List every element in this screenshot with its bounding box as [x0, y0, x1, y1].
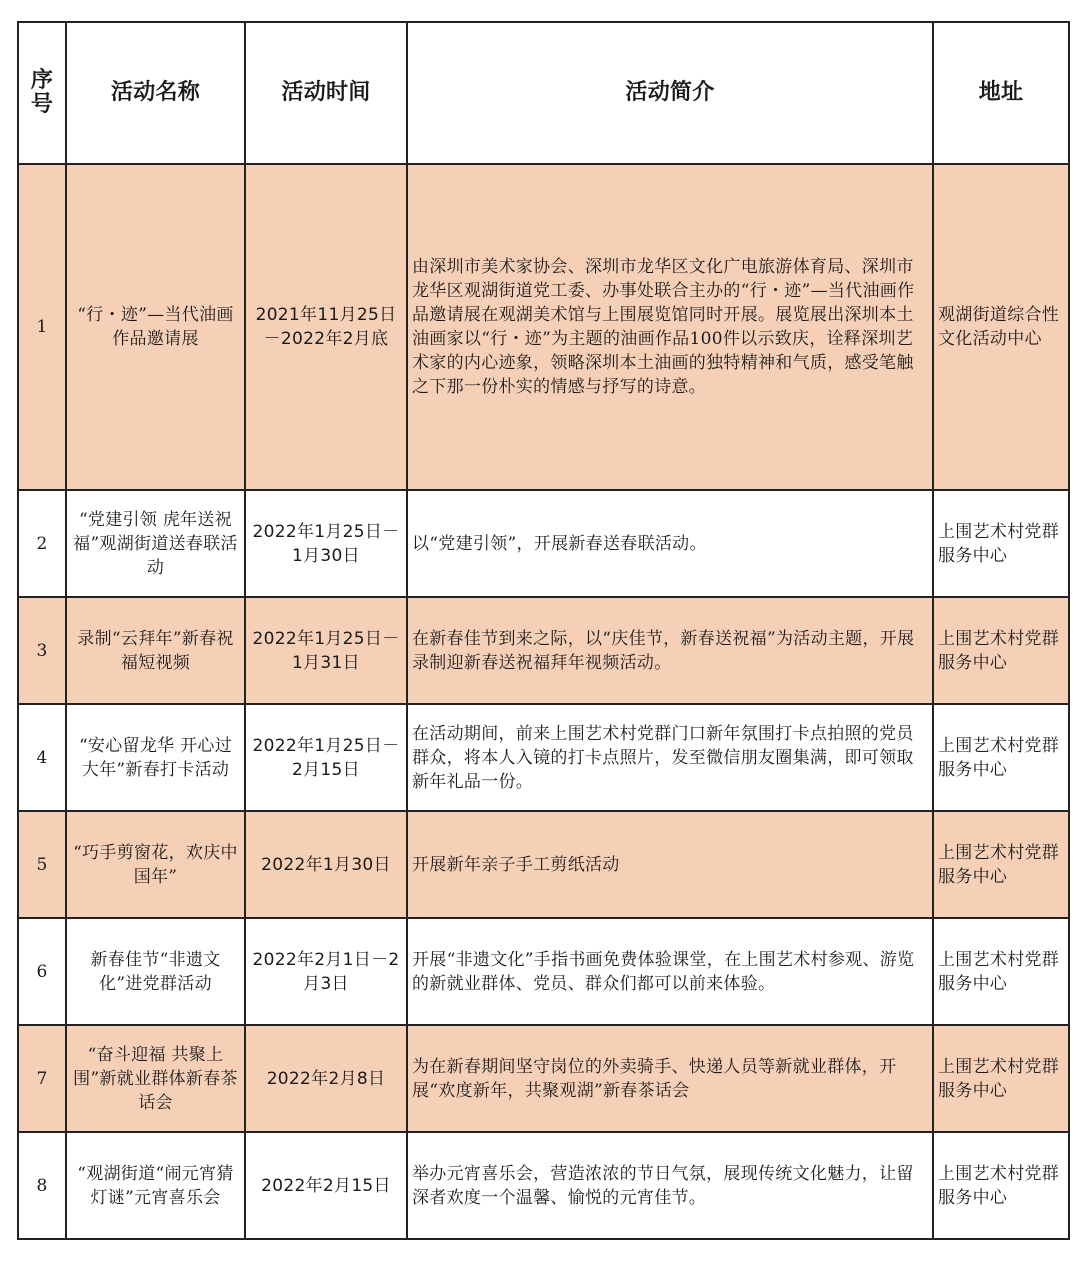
activity-description: 开展“非遗文化”手指书画免费体验课堂，在上围艺术村参观、游览的新就业群体、党员、群众们都可以前来体验。: [407, 918, 933, 1025]
activity-description: 以“党建引领”，开展新春送春联活动。: [407, 490, 933, 597]
row-number: 2: [18, 490, 66, 597]
header-no: 序号: [18, 22, 66, 164]
activity-description: 由深圳市美术家协会、深圳市龙华区文化广电旅游体育局、深圳市龙华区观湖街道党工委、办事处联合主办的“行・迹”—当代油画作品邀请展在观湖美术馆与上围展览馆同时开展。展览展出深圳本土油画家以“行・迹”为主题的油画作品100件以示致庆，诠释深圳艺术家的内心迹象，领略深圳本土油画的独特精神和气质，感受笔触之下那一份朴实的情感与抒写的诗意。: [407, 164, 933, 490]
activity-time: 2022年1月30日: [245, 811, 407, 918]
header-addr: 地址: [933, 22, 1069, 164]
activity-time: 2022年2月1日－2月3日: [245, 918, 407, 1025]
activity-description: 开展新年亲子手工剪纸活动: [407, 811, 933, 918]
row-number: 6: [18, 918, 66, 1025]
activity-time: 2022年1月25日－2月15日: [245, 704, 407, 811]
activity-name: “党建引领 虎年送祝福”观湖街道送春联活动: [66, 490, 245, 597]
activity-description: 在活动期间，前来上围艺术村党群门口新年氛围打卡点拍照的党员群众，将本人入镜的打卡点照片，发至微信朋友圈集满，即可领取新年礼品一份。: [407, 704, 933, 811]
row-number: 1: [18, 164, 66, 490]
activity-address: 上围艺术村党群服务中心: [933, 1025, 1069, 1132]
header-desc: 活动简介: [407, 22, 933, 164]
row-number: 3: [18, 597, 66, 704]
table-row: [18, 164, 1069, 490]
activity-table: [17, 21, 1070, 1240]
activity-description: 举办元宵喜乐会，营造浓浓的节日气氛，展现传统文化魅力，让留深者欢度一个温馨、愉悦的元宵佳节。: [407, 1132, 933, 1239]
activity-address: 上围艺术村党群服务中心: [933, 811, 1069, 918]
activity-name: 新春佳节“非遗文化”进党群活动: [66, 918, 245, 1025]
activity-address: 观湖街道综合性文化活动中心: [933, 164, 1069, 490]
activity-time: 2022年1月25日－1月30日: [245, 490, 407, 597]
table-row: [18, 811, 1069, 918]
activity-time: 2021年11月25日－2022年2月底: [245, 164, 407, 490]
activity-address: 上围艺术村党群服务中心: [933, 1132, 1069, 1239]
row-number: 5: [18, 811, 66, 918]
activity-address: 上围艺术村党群服务中心: [933, 490, 1069, 597]
table-row: [18, 1025, 1069, 1132]
table-row: [18, 1132, 1069, 1239]
header-row: [18, 22, 1069, 164]
activity-time: 2022年2月8日: [245, 1025, 407, 1132]
activity-description: 在新春佳节到来之际，以“庆佳节，新春送祝福”为活动主题，开展录制迎新春送祝福拜年视频活动。: [407, 597, 933, 704]
activity-name: “巧手剪窗花，欢庆中国年”: [66, 811, 245, 918]
header-time: 活动时间: [245, 22, 407, 164]
activity-name: “奋斗迎福 共聚上围”新就业群体新春茶话会: [66, 1025, 245, 1132]
row-number: 7: [18, 1025, 66, 1132]
activity-name: 录制“云拜年”新春祝福短视频: [66, 597, 245, 704]
table-row: [18, 597, 1069, 704]
activity-time: 2022年1月25日－1月31日: [245, 597, 407, 704]
activity-address: 上围艺术村党群服务中心: [933, 704, 1069, 811]
activity-description: 为在新春期间坚守岗位的外卖骑手、快递人员等新就业群体，开展“欢度新年，共聚观湖”新春茶话会: [407, 1025, 933, 1132]
row-number: 4: [18, 704, 66, 811]
activity-address: 上围艺术村党群服务中心: [933, 597, 1069, 704]
table-row: [18, 704, 1069, 811]
row-number: 8: [18, 1132, 66, 1239]
activity-name: “行・迹”—当代油画作品邀请展: [66, 164, 245, 490]
activity-name: “观湖街道“闹元宵猜灯谜”元宵喜乐会: [66, 1132, 245, 1239]
header-name: 活动名称: [66, 22, 245, 164]
table-row: [18, 918, 1069, 1025]
activity-address: 上围艺术村党群服务中心: [933, 918, 1069, 1025]
activity-time: 2022年2月15日: [245, 1132, 407, 1239]
activity-name: “安心留龙华 开心过大年”新春打卡活动: [66, 704, 245, 811]
table-row: [18, 490, 1069, 597]
